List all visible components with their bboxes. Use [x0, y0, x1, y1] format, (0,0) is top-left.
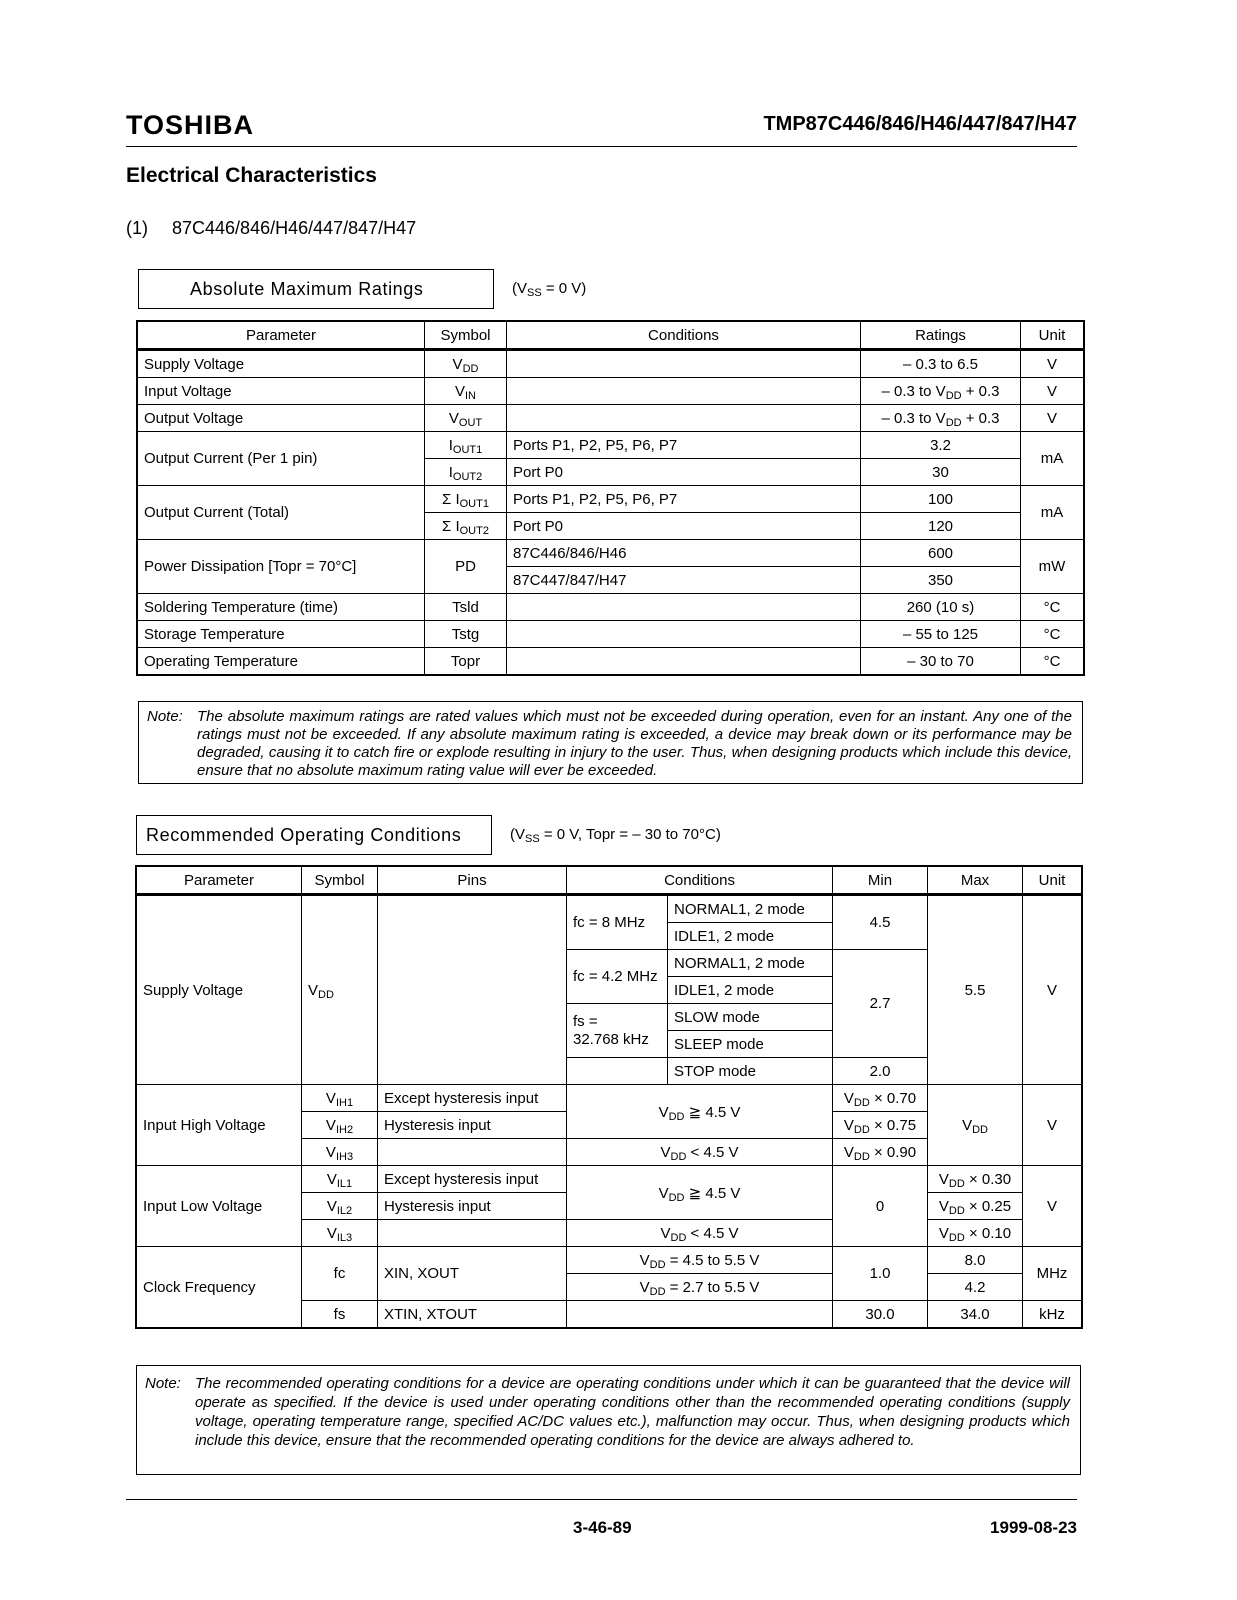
conditions-cell	[507, 594, 861, 621]
min-cell: $V_{DD} \times 0.90$	[833, 1139, 928, 1166]
symbol-cell: $I_{OUT2}$	[425, 459, 507, 486]
min-cell: 4.5	[833, 895, 928, 950]
symbol-cell: PD	[425, 540, 507, 594]
param-cell: Supply Voltage	[138, 350, 425, 378]
min-cell: 2.0	[833, 1058, 928, 1085]
conditions-cell: Port P0	[507, 513, 861, 540]
col-header-unit: Unit	[1023, 867, 1082, 895]
table-row	[137, 1085, 1082, 1112]
min-cell: $V_{DD} \times 0.75$	[833, 1112, 928, 1139]
section-title: Electrical Characteristics	[126, 164, 377, 187]
rec-op-label: Recommended Operating Conditions	[146, 824, 462, 845]
unit-cell: °C	[1021, 648, 1084, 675]
conditions-cell	[507, 405, 861, 432]
conditions-cell: 87C446/846/H46	[507, 540, 861, 567]
unit-cell: V	[1023, 1085, 1082, 1166]
note-label: Note:	[147, 708, 183, 725]
col-header-unit: Unit	[1021, 322, 1084, 350]
rating-cell: 600	[861, 540, 1021, 567]
rec-op-note	[136, 1365, 1081, 1475]
symbol-cell: Tstg	[425, 621, 507, 648]
subsection-title: 87C446/846/H46/447/847/H47	[172, 218, 417, 238]
condition-mode-cell: IDLE1, 2 mode	[668, 977, 833, 1004]
col-header-conditions: Conditions	[507, 322, 861, 350]
col-header-parameter: Parameter	[137, 867, 302, 895]
min-cell: 30.0	[833, 1301, 928, 1328]
max-cell: $V_{DD}$	[928, 1085, 1023, 1166]
col-header-symbol: Symbol	[425, 322, 507, 350]
table-row	[138, 350, 1084, 378]
param-cell: Input Voltage	[138, 378, 425, 405]
conditions-cell: Ports P1, P2, P5, P6, P7	[507, 432, 861, 459]
unit-cell: V	[1021, 378, 1084, 405]
col-header-max: Max	[928, 867, 1023, 895]
document-date: 1999-08-23	[990, 1518, 1077, 1537]
conditions-cell: $V_{DD}$ ≧ 4.5 V	[567, 1085, 833, 1139]
col-header-conditions: Conditions	[567, 867, 833, 895]
abs-max-condition: ($V_{SS} = 0$ V)	[512, 280, 587, 299]
max-cell: $V_{DD} \times 0.25$	[928, 1193, 1023, 1220]
condition-freq-cell: fc = 8 MHz	[567, 895, 668, 950]
rating-cell: 120	[861, 513, 1021, 540]
param-cell: Supply Voltage	[137, 895, 302, 1085]
unit-cell: °C	[1021, 594, 1084, 621]
pins-cell: XIN, XOUT	[378, 1247, 567, 1301]
unit-cell: V	[1021, 350, 1084, 378]
conditions-cell	[567, 1301, 833, 1328]
symbol-cell: Σ $I_{OUT1}$	[425, 486, 507, 513]
symbol-cell: Σ $I_{OUT2}$	[425, 513, 507, 540]
conditions-cell	[507, 648, 861, 675]
abs-max-note	[138, 701, 1083, 784]
pins-cell: Except hysteresis input	[378, 1166, 567, 1193]
symbol-cell: fs	[302, 1301, 378, 1328]
note-text: The recommended operating conditions for a device are operating conditions under which it can be guaranteed that the device will operate as specified. If the device is used under operating conditions other than the recommended operating conditions (supply voltage, operating temperature range, specified AC/DC values etc.), malfunction may occur. Thus, when designing products which include this device, ensure that the recommended operating conditions for the device are always adhered to.	[195, 1375, 1070, 1449]
conditions-cell: $V_{DD} < 4.5$ V	[567, 1139, 833, 1166]
part-number: TMP87C446/846/H46/447/847/H47	[763, 113, 1077, 135]
col-header-symbol: Symbol	[302, 867, 378, 895]
symbol-cell: $V_{IH2}$	[302, 1112, 378, 1139]
conditions-cell: Port P0	[507, 459, 861, 486]
unit-cell: V	[1023, 1166, 1082, 1247]
brand-logo-text: TOSHIBA	[126, 110, 255, 140]
table-row	[138, 486, 1084, 513]
condition-mode-cell: SLOW mode	[668, 1004, 833, 1031]
note-text: The absolute maximum ratings are rated values which must not be exceeded during operation, even for an instant. Any one of the ratings must not be exceeded. If any absolute maximum rating is exceeded, a device may break down or its performance may be degraded, causing it to catch fire or explode resulting in injury to the user. Thus, when designing products which include this device, ensure that no absolute maximum rating value will ever be exceeded.	[197, 708, 1072, 779]
symbol-cell: $V_{DD}$	[425, 350, 507, 378]
condition-freq-cell	[567, 1058, 668, 1085]
rating-cell: 260 (10 s)	[861, 594, 1021, 621]
col-header-ratings: Ratings	[861, 322, 1021, 350]
min-cell: 0	[833, 1166, 928, 1247]
pins-cell	[378, 1220, 567, 1247]
abs-max-table	[137, 321, 1084, 675]
abs-max-label: Absolute Maximum Ratings	[190, 278, 424, 299]
condition-mode-cell: STOP mode	[668, 1058, 833, 1085]
rating-cell: – 30 to 70	[861, 648, 1021, 675]
rating-cell: – 0.3 to $V_{DD} + 0.3$	[861, 405, 1021, 432]
unit-cell: V	[1023, 895, 1082, 1085]
rating-cell: 3.2	[861, 432, 1021, 459]
param-cell: Storage Temperature	[138, 621, 425, 648]
symbol-cell: Topr	[425, 648, 507, 675]
col-header-parameter: Parameter	[138, 322, 425, 350]
rating-cell: 350	[861, 567, 1021, 594]
rating-cell: 30	[861, 459, 1021, 486]
param-cell: Operating Temperature	[138, 648, 425, 675]
subsection-heading	[126, 218, 416, 239]
rec-op-condition: ($V_{SS} = 0$ V, Topr = – 30 to 70°C)	[510, 826, 721, 845]
conditions-cell	[507, 378, 861, 405]
conditions-cell: $V_{DD} = 2.7$ to 5.5 V	[567, 1274, 833, 1301]
symbol-cell: $I_{OUT1}$	[425, 432, 507, 459]
unit-cell: mW	[1021, 540, 1084, 594]
pins-cell: Hysteresis input	[378, 1193, 567, 1220]
param-cell: Input High Voltage	[137, 1085, 302, 1166]
symbol-cell: Tsld	[425, 594, 507, 621]
rec-op-label-box	[136, 815, 492, 855]
rec-op-table	[136, 866, 1082, 1328]
symbol-cell: $V_{IL3}$	[302, 1220, 378, 1247]
min-cell: 1.0	[833, 1247, 928, 1301]
unit-cell: MHz	[1023, 1247, 1082, 1301]
unit-cell: kHz	[1023, 1301, 1082, 1328]
note-label: Note:	[145, 1375, 181, 1392]
header-divider	[126, 146, 1077, 147]
table-row	[138, 621, 1084, 648]
subsection-number: (1)	[126, 218, 148, 238]
col-header-pins: Pins	[378, 867, 567, 895]
conditions-cell: Ports P1, P2, P5, P6, P7	[507, 486, 861, 513]
pins-cell: XTIN, XTOUT	[378, 1301, 567, 1328]
page-number: 3-46-89	[573, 1518, 632, 1537]
param-cell: Output Current (Total)	[138, 486, 425, 540]
table-row	[137, 1166, 1082, 1193]
table-header-row	[138, 322, 1084, 350]
max-cell: 4.2	[928, 1274, 1023, 1301]
param-cell: Clock Frequency	[137, 1247, 302, 1328]
symbol-cell: $V_{IL2}$	[302, 1193, 378, 1220]
param-cell: Input Low Voltage	[137, 1166, 302, 1247]
rating-cell: – 0.3 to $V_{DD} + 0.3$	[861, 378, 1021, 405]
rating-cell: – 55 to 125	[861, 621, 1021, 648]
unit-cell: mA	[1021, 486, 1084, 540]
col-header-min: Min	[833, 867, 928, 895]
symbol-cell: $V_{IN}$	[425, 378, 507, 405]
pins-cell: Hysteresis input	[378, 1112, 567, 1139]
max-cell: 34.0	[928, 1301, 1023, 1328]
table-header-row	[137, 867, 1082, 895]
param-cell: Soldering Temperature (time)	[138, 594, 425, 621]
symbol-cell: $V_{IH3}$	[302, 1139, 378, 1166]
condition-mode-cell: NORMAL1, 2 mode	[668, 950, 833, 977]
conditions-cell	[507, 350, 861, 378]
unit-cell: V	[1021, 405, 1084, 432]
symbol-cell: $V_{OUT}$	[425, 405, 507, 432]
condition-freq-cell: fc = 4.2 MHz	[567, 950, 668, 1004]
rating-cell: – 0.3 to 6.5	[861, 350, 1021, 378]
conditions-cell: $V_{DD} < 4.5$ V	[567, 1220, 833, 1247]
symbol-cell: $V_{IL1}$	[302, 1166, 378, 1193]
table-row	[137, 895, 1082, 923]
rating-cell: 100	[861, 486, 1021, 513]
table-row	[138, 540, 1084, 567]
conditions-cell	[507, 621, 861, 648]
condition-mode-cell: NORMAL1, 2 mode	[668, 895, 833, 923]
condition-freq-cell: fs = 32.768 kHz	[567, 1004, 668, 1058]
max-cell: $V_{DD} \times 0.30$	[928, 1166, 1023, 1193]
footer-divider	[126, 1499, 1077, 1500]
table-row	[138, 405, 1084, 432]
symbol-cell: fc	[302, 1247, 378, 1301]
conditions-cell: $V_{DD}$ ≧ 4.5 V	[567, 1166, 833, 1220]
abs-max-label-box	[138, 269, 494, 309]
unit-cell: mA	[1021, 432, 1084, 486]
pins-cell	[378, 1139, 567, 1166]
condition-mode-cell: IDLE1, 2 mode	[668, 923, 833, 950]
symbol-cell: $V_{IH1}$	[302, 1085, 378, 1112]
param-cell: Output Voltage	[138, 405, 425, 432]
min-cell: 2.7	[833, 950, 928, 1058]
min-cell: $V_{DD} \times 0.70$	[833, 1085, 928, 1112]
table-row	[138, 378, 1084, 405]
conditions-cell: $V_{DD} = 4.5$ to 5.5 V	[567, 1247, 833, 1274]
table-row	[138, 432, 1084, 459]
table-row	[138, 648, 1084, 675]
symbol-cell: $V_{DD}$	[302, 895, 378, 1085]
table-row	[137, 1247, 1082, 1274]
max-cell: 8.0	[928, 1247, 1023, 1274]
max-cell: $V_{DD} \times 0.10$	[928, 1220, 1023, 1247]
param-cell: Power Dissipation [Topr = 70°C]	[138, 540, 425, 594]
condition-mode-cell: SLEEP mode	[668, 1031, 833, 1058]
table-row	[138, 594, 1084, 621]
pins-cell: Except hysteresis input	[378, 1085, 567, 1112]
conditions-cell: 87C447/847/H47	[507, 567, 861, 594]
max-cell: 5.5	[928, 895, 1023, 1085]
param-cell: Output Current (Per 1 pin)	[138, 432, 425, 486]
unit-cell: °C	[1021, 621, 1084, 648]
pins-cell	[378, 895, 567, 1085]
